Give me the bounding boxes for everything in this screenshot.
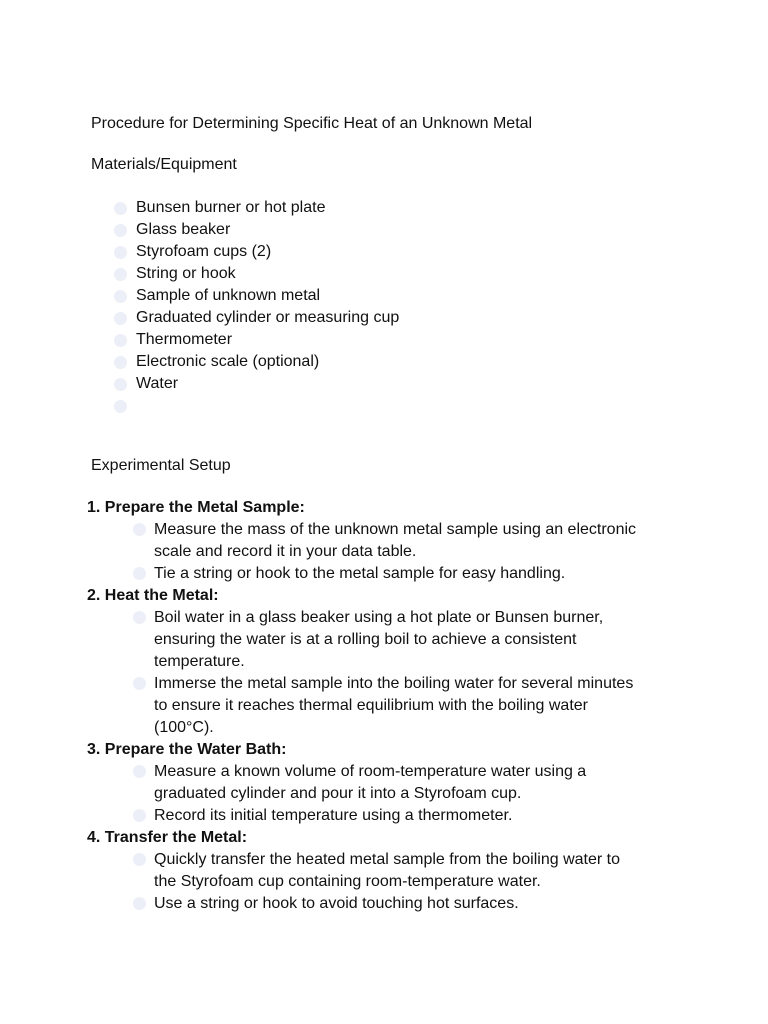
step-text-line: Boil water in a glass beaker using a hot plate or Bunsen burner, (154, 609, 604, 626)
list-item (87, 761, 687, 805)
step-items (87, 849, 687, 915)
list-item (114, 285, 399, 307)
bullet-icon (114, 312, 127, 325)
bullet-icon (133, 809, 146, 822)
bullet-icon (133, 611, 146, 624)
bullet-icon (114, 224, 127, 237)
list-item (114, 241, 399, 263)
bullet-icon (133, 853, 146, 866)
material-label: Bunsen burner or hot plate (136, 199, 326, 216)
step-items (87, 761, 687, 827)
step-text-line: Measure the mass of the unknown metal sample using an electronic (154, 521, 637, 538)
step-text-line: scale and record it in your data table. (154, 543, 417, 560)
list-item (114, 197, 399, 219)
document-title: Procedure for Determining Specific Heat of an Unknown Metal (91, 115, 533, 132)
material-label: Glass beaker (136, 221, 231, 238)
materials-heading: Materials/Equipment (91, 156, 237, 173)
bullet-icon (114, 334, 127, 347)
material-label: Thermometer (136, 331, 233, 348)
materials-list (114, 197, 399, 417)
step-text-line: the Styrofoam cup containing room-temperature water. (154, 873, 541, 890)
step-items (87, 519, 687, 585)
list-item (87, 563, 687, 585)
step-text-line: Measure a known volume of room-temperature water using a (154, 763, 587, 780)
list-item (114, 395, 399, 417)
step-title: 4. Transfer the Metal: (87, 829, 248, 846)
step-text-line: Immerse the metal sample into the boiling water for several minutes (154, 675, 634, 692)
bullet-icon (133, 765, 146, 778)
list-item (87, 607, 687, 673)
step-text-line: temperature. (154, 653, 245, 670)
list-item (114, 263, 399, 285)
step-title: 1. Prepare the Metal Sample: (87, 499, 305, 516)
step-text-line: ensuring the water is at a rolling boil to achieve a consistent (154, 631, 577, 648)
bullet-icon (133, 897, 146, 910)
list-item (87, 849, 687, 893)
list-item (87, 673, 687, 739)
list-item (114, 307, 399, 329)
step-text-line: Record its initial temperature using a thermometer. (154, 807, 513, 824)
material-label: Water (136, 375, 179, 392)
step-text-line: Use a string or hook to avoid touching hot surfaces. (154, 895, 519, 912)
list-item (114, 373, 399, 395)
bullet-icon (114, 400, 127, 413)
list-item (87, 805, 687, 827)
step-items (87, 607, 687, 739)
list-item (87, 893, 687, 915)
bullet-icon (114, 290, 127, 303)
list-item (114, 329, 399, 351)
step-text-line: (100°C). (154, 719, 214, 736)
bullet-icon (114, 378, 127, 391)
bullet-icon (114, 246, 127, 259)
list-item (114, 351, 399, 373)
list-item (87, 519, 687, 563)
bullet-icon (133, 523, 146, 536)
steps-section (87, 497, 687, 915)
step-text-line: graduated cylinder and pour it into a Styrofoam cup. (154, 785, 522, 802)
step-text-line: Quickly transfer the heated metal sample from the boiling water to (154, 851, 620, 868)
material-label: Sample of unknown metal (136, 287, 321, 304)
step-text-line: Tie a string or hook to the metal sample for easy handling. (154, 565, 566, 582)
material-label: Styrofoam cups (2) (136, 243, 272, 260)
step-title: 3. Prepare the Water Bath: (87, 741, 287, 758)
material-label: Electronic scale (optional) (136, 353, 320, 370)
bullet-icon (114, 356, 127, 369)
bullet-icon (133, 677, 146, 690)
bullet-icon (114, 268, 127, 281)
setup-heading: Experimental Setup (91, 457, 231, 474)
step-title: 2. Heat the Metal: (87, 587, 219, 604)
bullet-icon (133, 567, 146, 580)
step-text-line: to ensure it reaches thermal equilibrium with the boiling water (154, 697, 588, 714)
material-label: Graduated cylinder or measuring cup (136, 309, 400, 326)
list-item (114, 219, 399, 241)
material-label: String or hook (136, 265, 236, 282)
bullet-icon (114, 202, 127, 215)
